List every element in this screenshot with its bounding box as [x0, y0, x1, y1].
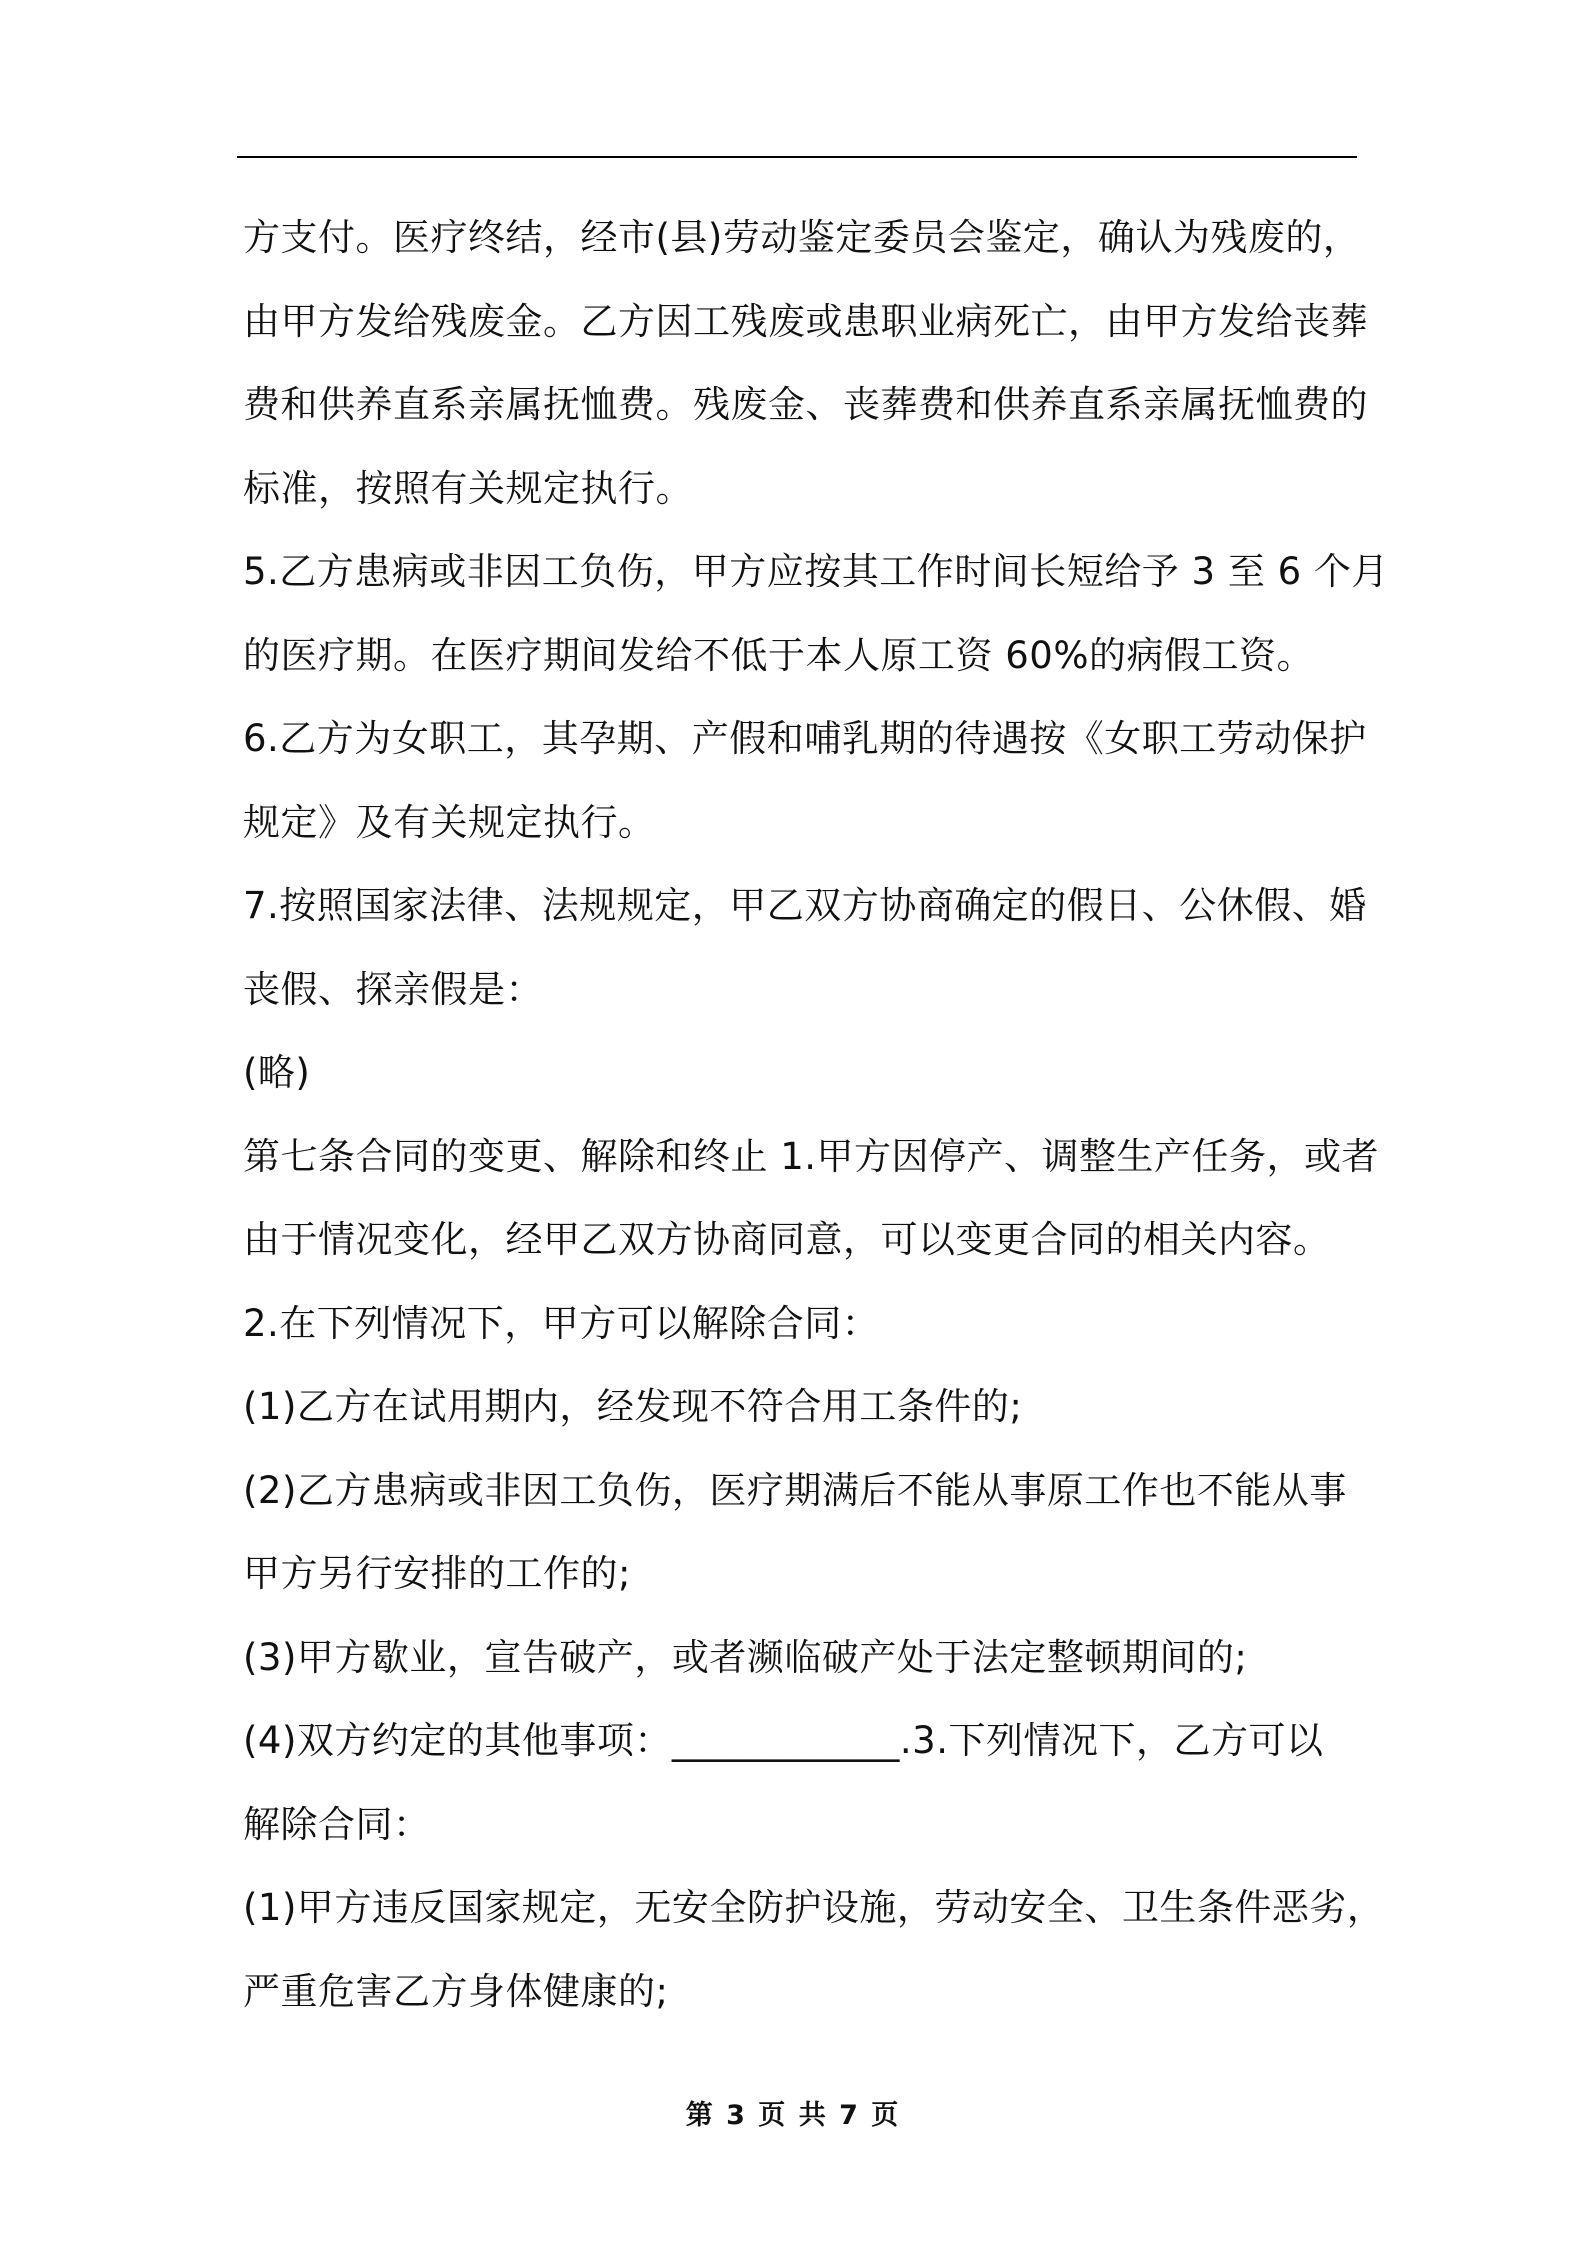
text-line: 丧假、探亲假是：: [243, 967, 543, 1011]
text-line: (4)双方约定的其他事项：____________.3.下列情况下，乙方可以: [243, 1719, 1324, 1762]
text-line: 甲方另行安排的工作的;: [243, 1552, 631, 1595]
text-line: 5.乙方患病或非因工负伤，甲方应按其工作时间长短给予 3 至 6 个月: [243, 550, 1389, 593]
text-line: 第七条合同的变更、解除和终止 1.甲方因停产、调整生产任务，或者: [243, 1134, 1380, 1178]
text-line: (1)甲方违反国家规定，无安全防护设施，劳动安全、卫生条件恶劣，: [243, 1886, 1385, 1929]
page-number: 第 3 页 共 7 页: [685, 2100, 901, 2131]
header-rule: [237, 156, 1357, 158]
text-line: 的医疗期。在医疗期间发给不低于本人原工资 60%的病假工资。: [243, 633, 1314, 677]
text-line: 费和供养直系亲属抚恤费。残废金、丧葬费和供养直系亲属抚恤费的: [243, 383, 1368, 426]
text-line: (3)甲方歇业，宣告破产，或者濒临破产处于法定整顿期间的;: [243, 1635, 1248, 1679]
text-line: (2)乙方患病或非因工负伤，医疗期满后不能从事原工作也不能从事: [243, 1468, 1347, 1512]
text-line: 由甲方发给残废金。乙方因工残废或患职业病死亡，由甲方发给丧葬: [243, 299, 1368, 343]
text-line: 严重危害乙方身体健康的;: [243, 1969, 669, 2013]
text-line: 方支付。医疗终结，经市(县)劳动鉴定委员会鉴定，确认为残废的，: [243, 216, 1361, 259]
text-line: 6.乙方为女职工，其孕期、产假和哺乳期的待遇按《女职工劳动保护: [243, 717, 1367, 760]
text-line: 2.在下列情况下，甲方可以解除合同：: [243, 1301, 880, 1345]
text-line: 由于情况变化，经甲乙双方协商同意，可以变更合同的相关内容。: [243, 1218, 1331, 1261]
text-line: 7.按照国家法律、法规规定，甲乙双方协商确定的假日、公休假、婚: [243, 884, 1367, 927]
text-line: (1)乙方在试用期内，经发现不符合用工条件的;: [243, 1385, 1023, 1428]
text-line: 解除合同：: [243, 1802, 431, 1846]
text-line: (略): [243, 1051, 311, 1094]
text-line: 标准，按照有关规定执行。: [243, 466, 693, 510]
document-body: [243, 196, 1389, 2033]
text-line: 规定》及有关规定执行。: [243, 800, 656, 844]
